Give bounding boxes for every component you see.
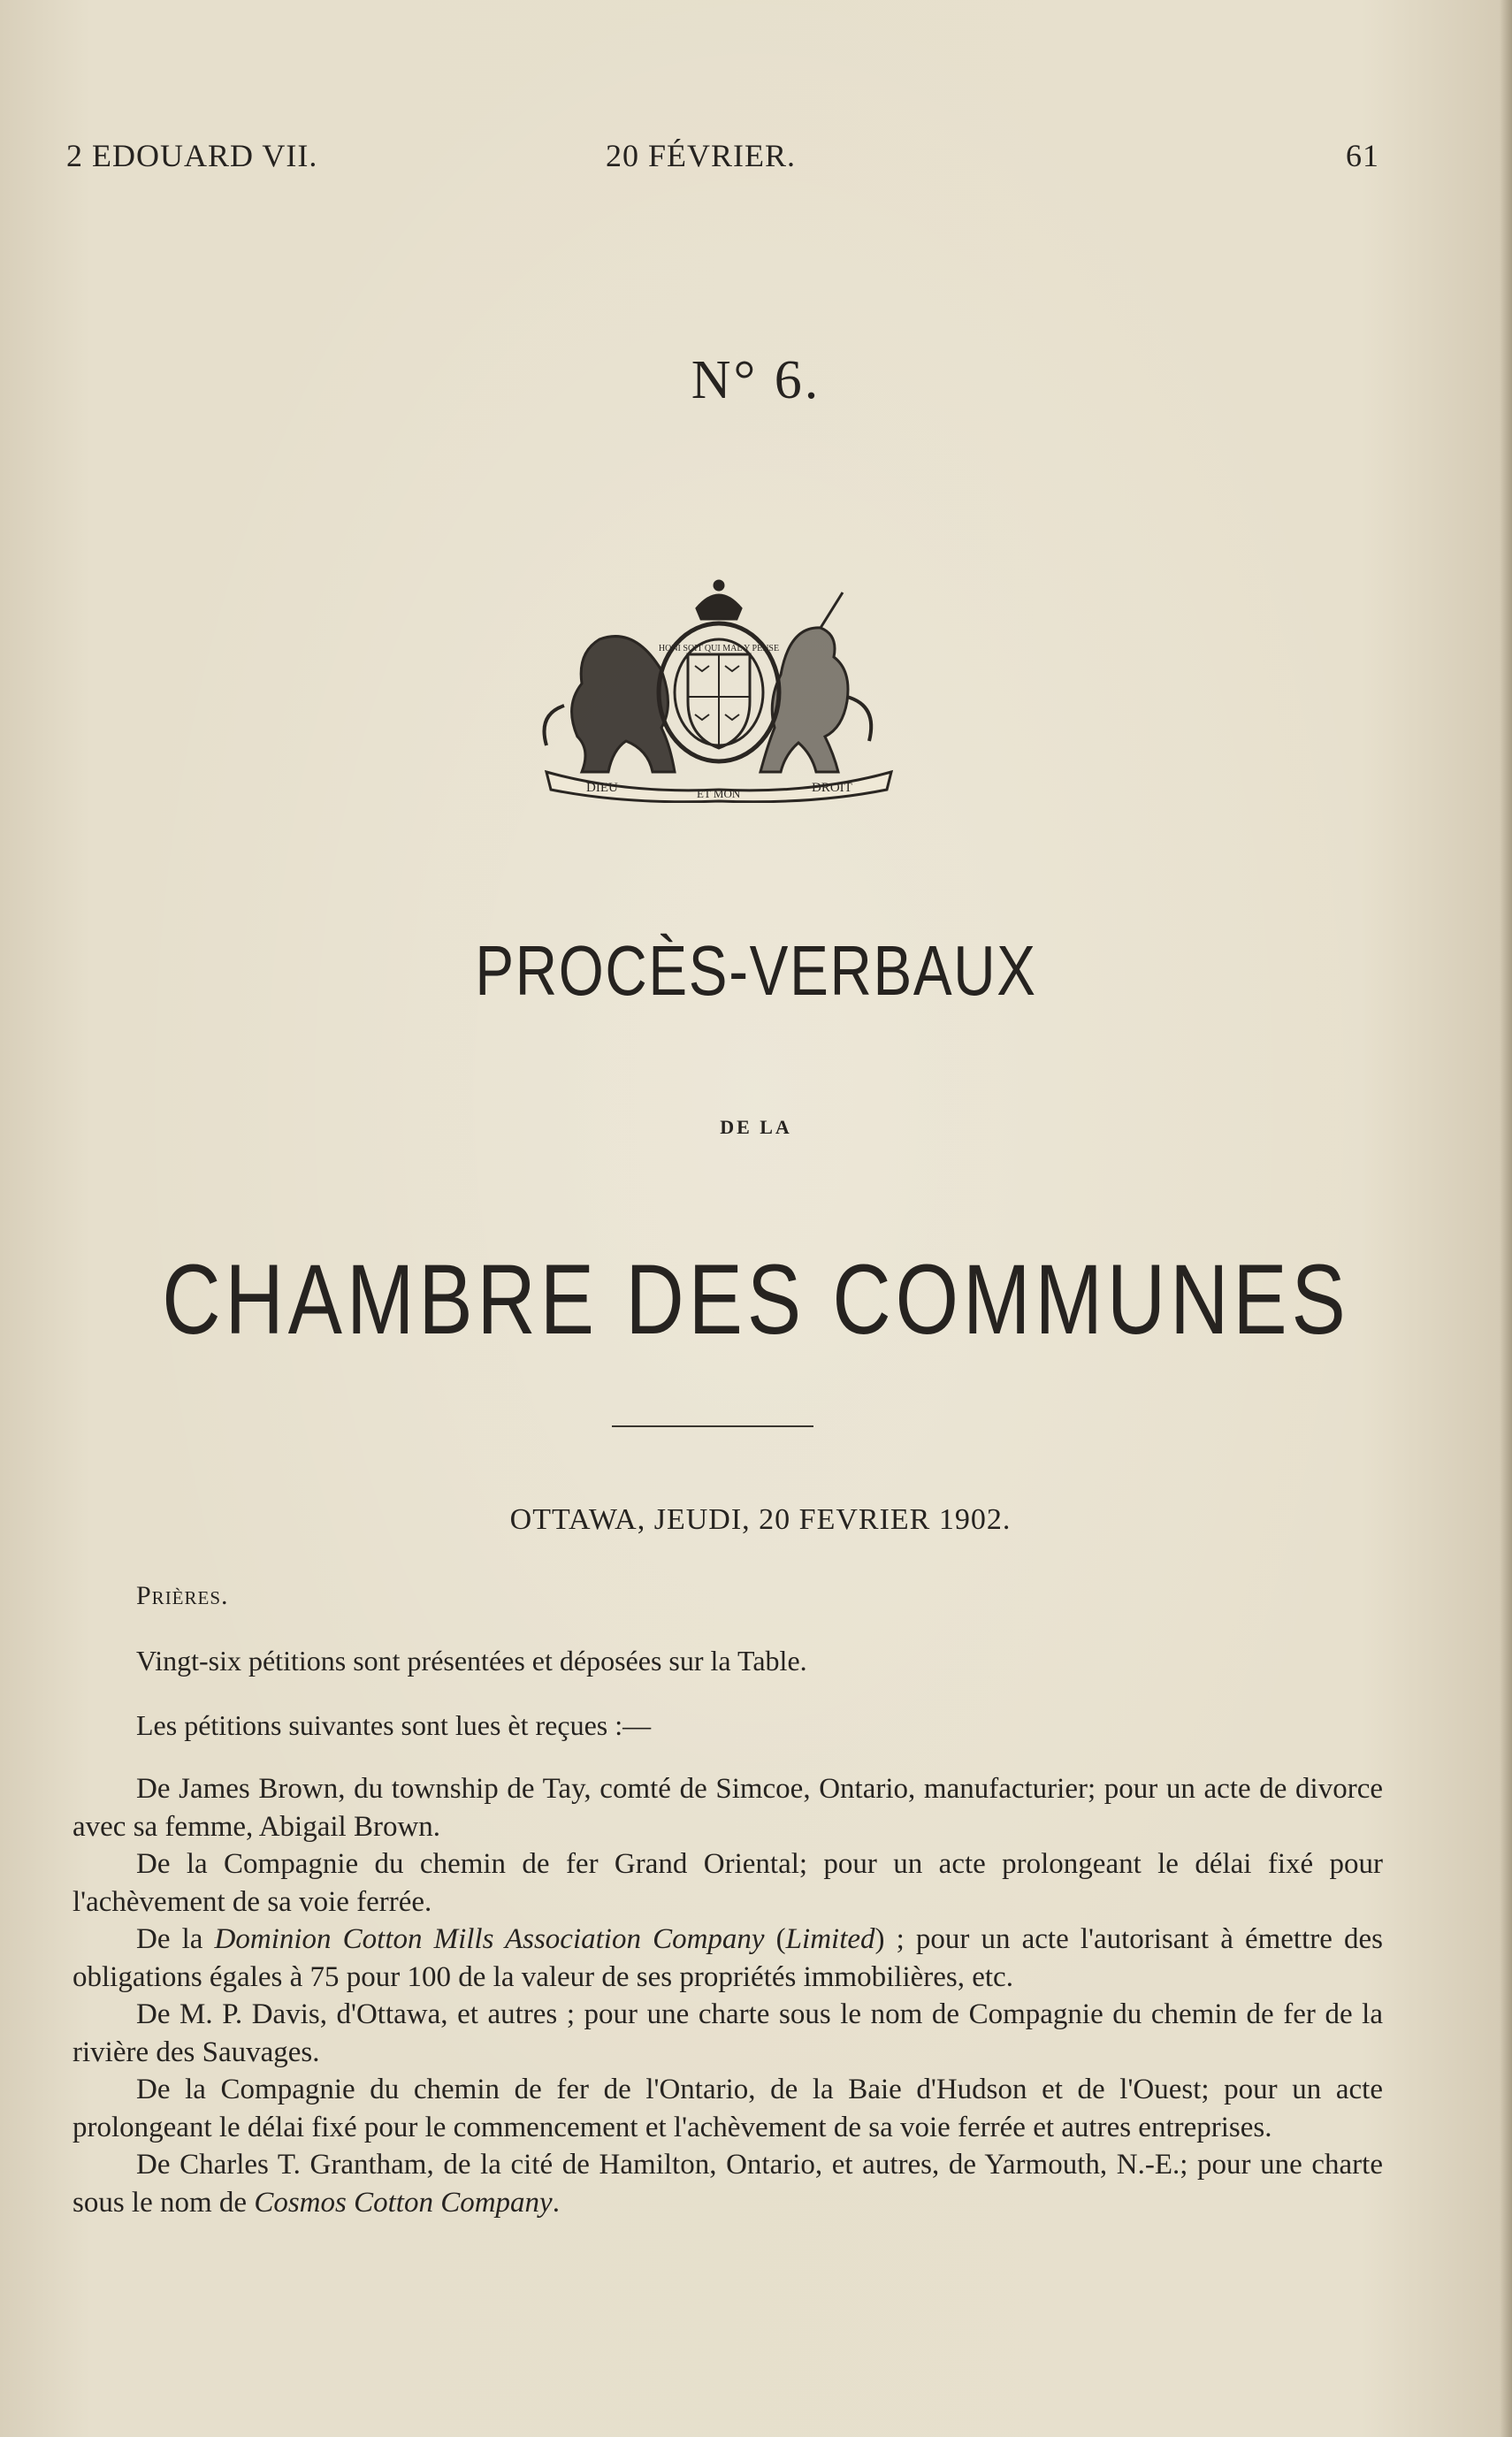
petition-item: De Charles T. Grantham, de la cité de Hamilton, Ontario, et autres, de Yarmouth, N.-E.; pour une charte sous le nom de Cosmos Cotton Company.	[73, 2149, 1383, 2219]
petition-item: De James Brown, du township de Tay, comté de Simcoe, Ontario, manufacturier; pour un acte de divorce avec sa femme, Abigail Brown.	[73, 1773, 1383, 1843]
prieres-heading: Prières.	[136, 1581, 229, 1610]
header-reign: 2 EDOUARD VII.	[66, 138, 318, 173]
title-proces-verbaux: PROCÈS-VERBAUX	[475, 931, 1037, 1010]
royal-coat-of-arms-icon	[529, 573, 909, 803]
issue-number: N° 6.	[691, 350, 821, 410]
title-chambre-des-communes: CHAMBRE DES COMMUNES	[162, 1244, 1350, 1355]
petition-item: De la Compagnie du chemin de fer de l'Ontario, de la Baie d'Hudson et de l'Ouest; pour un acte prolongeant le délai fixé pour le commencement et l'achèvement de sa voie ferrée et autres entreprises.	[73, 2074, 1383, 2143]
dateline: OTTAWA, JEUDI, 20 FEVRIER 1902.	[509, 1503, 1012, 1536]
header-date: 20 FÉVRIER.	[606, 138, 797, 173]
petitions-presented: Vingt-six pétitions sont présentées et déposées sur la Table.	[136, 1645, 807, 1677]
divider-rule	[612, 1425, 813, 1427]
motto-droit: DROIT	[812, 781, 852, 795]
petition-item: De M. P. Davis, d'Ottawa, et autres ; pour une charte sous le nom de Compagnie du chemin de fer de la rivière des Sauvages.	[73, 1998, 1383, 2068]
motto-garter: HONI SOIT QUI MAL Y PENSE	[658, 644, 780, 653]
petition-item: De la Dominion Cotton Mills Association Company (Limited) ; pour un acte l'autorisant à émettre des obligations égales à 75 pour 100 de la valeur de ses propriétés immobilières, etc.	[73, 1923, 1383, 1993]
running-header	[66, 137, 1379, 181]
petition-list	[73, 1770, 1383, 2221]
page-number: 61	[1346, 138, 1379, 173]
motto-et-mon: ET MON	[697, 787, 741, 800]
petition-item: De la Compagnie du chemin de fer Grand Oriental; pour un acte prolongeant le délai fixé pour l'achèvement de sa voie ferrée.	[73, 1848, 1383, 1918]
petitions-read-intro: Les pétitions suivantes sont lues èt reçues :—	[136, 1709, 652, 1741]
motto-dieu: DIEU	[586, 781, 618, 795]
title-de-la: DE LA	[720, 1116, 792, 1138]
